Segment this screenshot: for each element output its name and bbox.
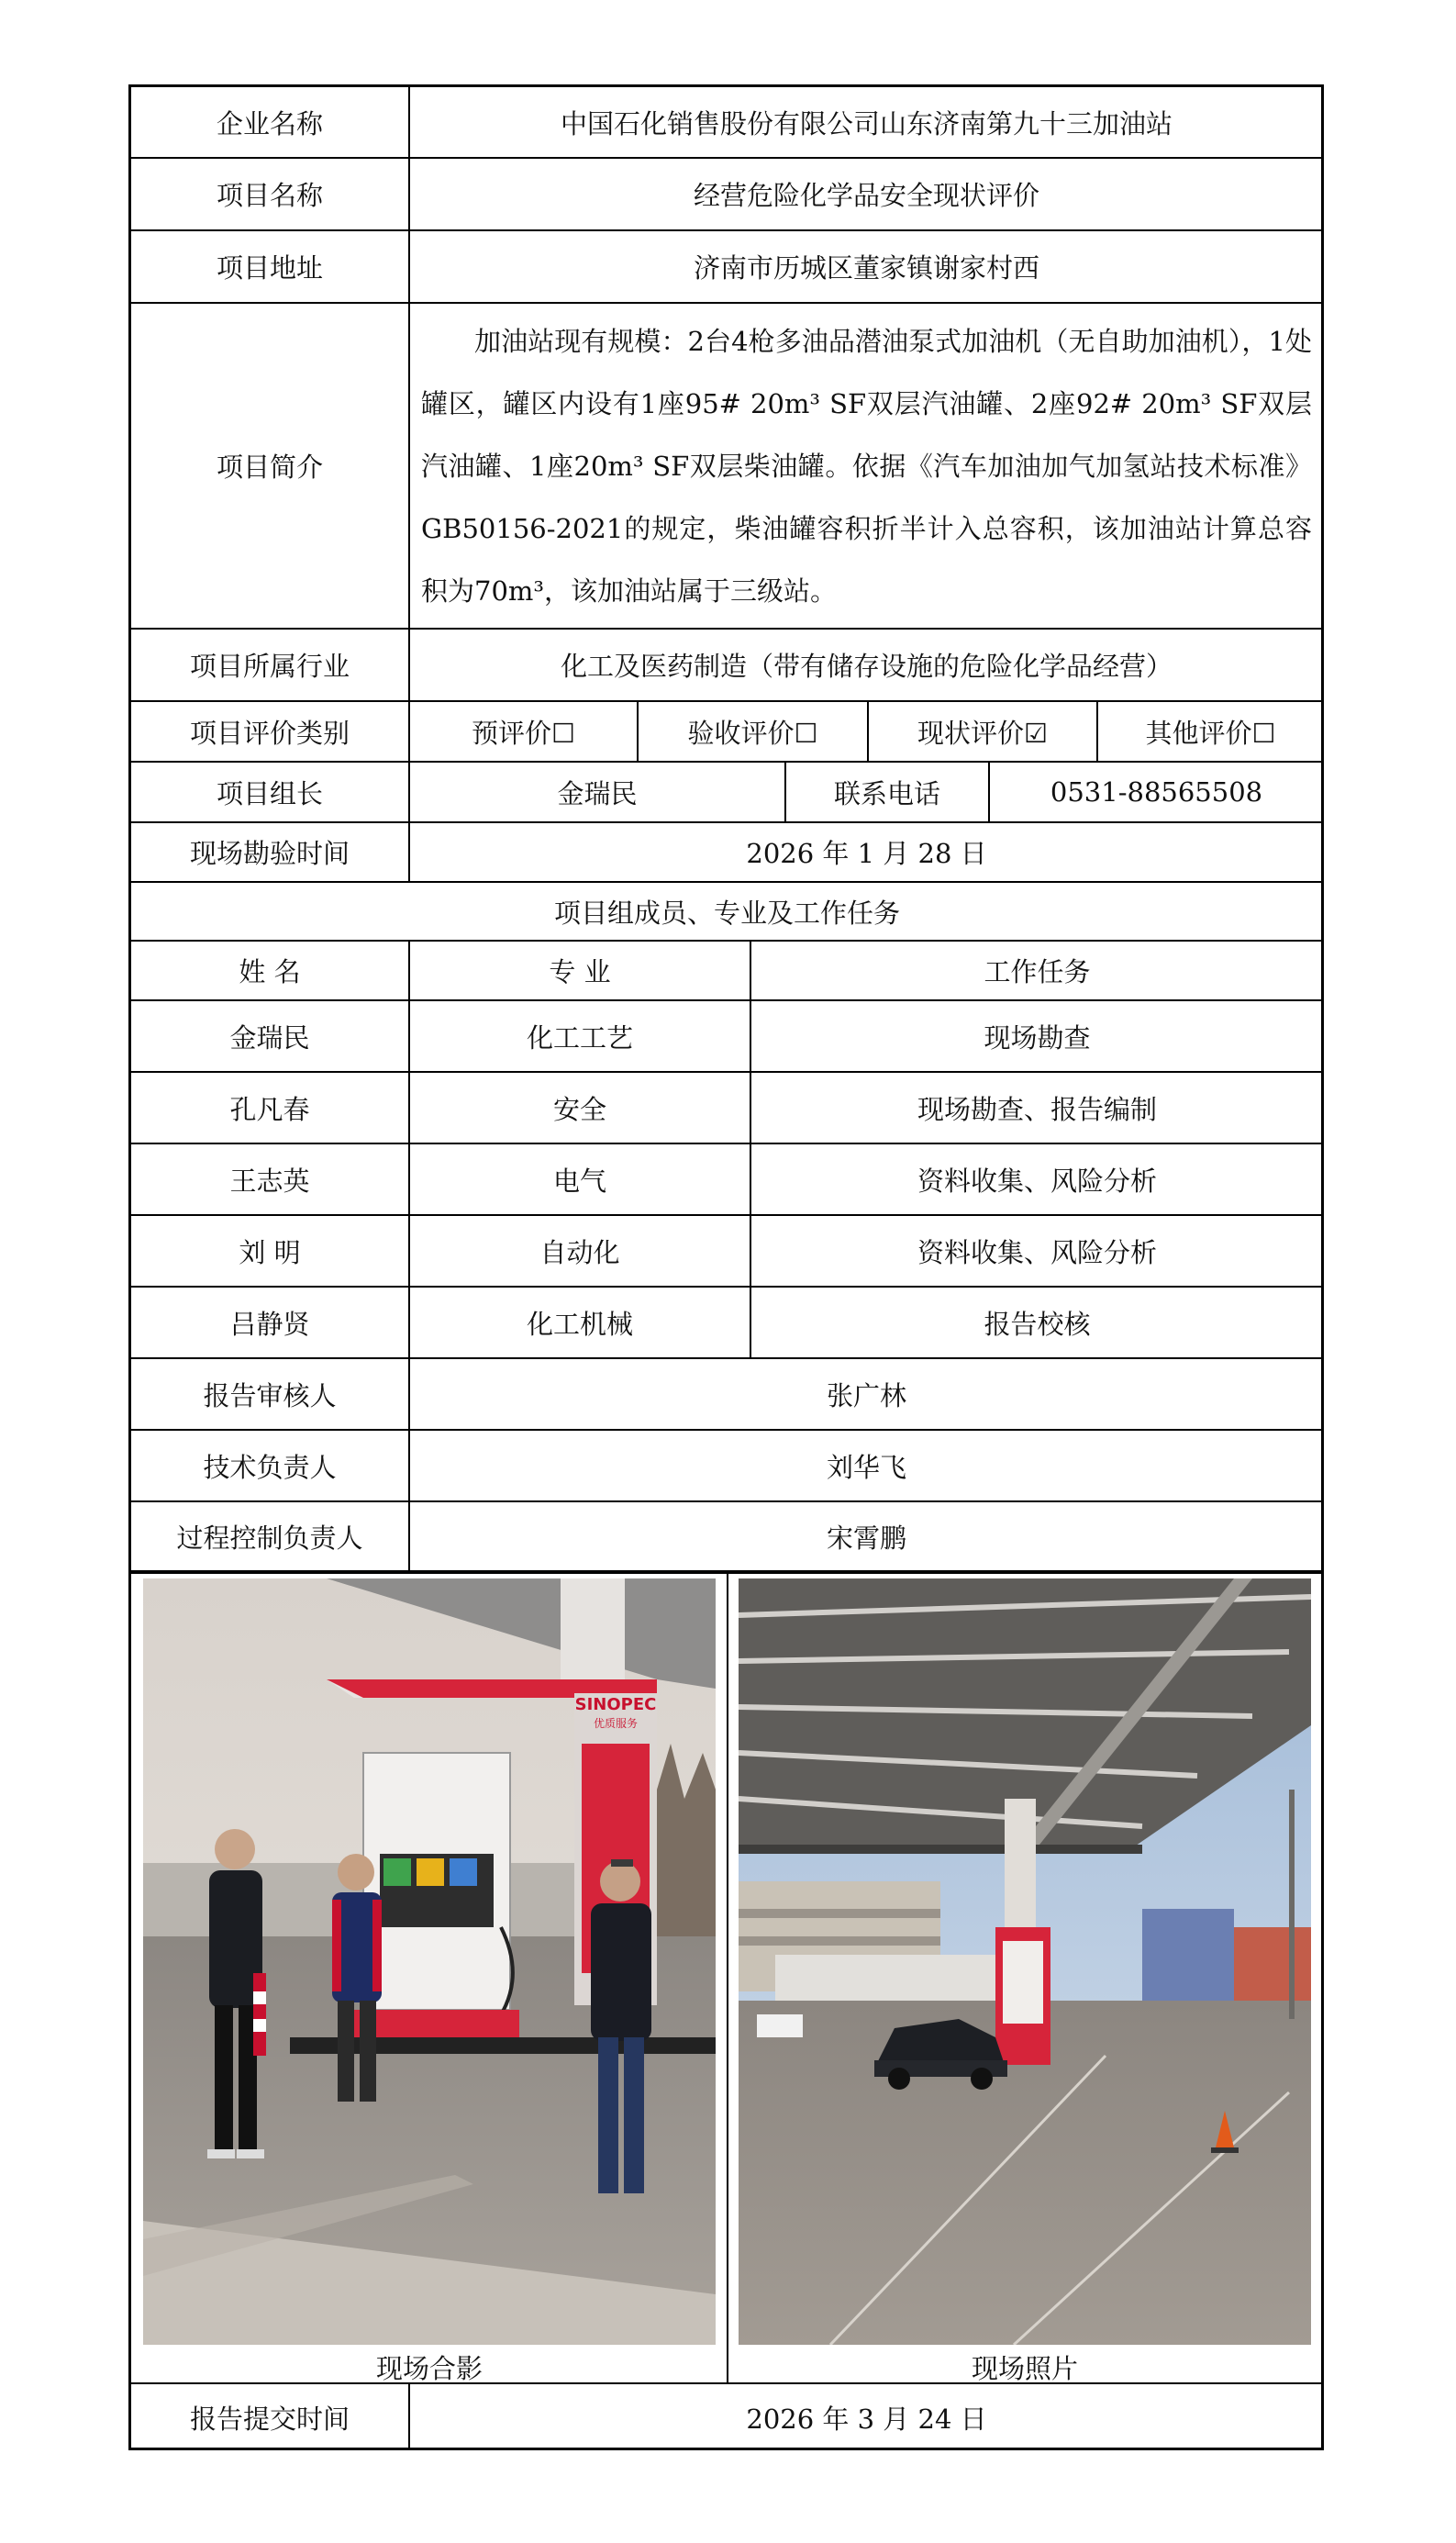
project-name-value: 经营危险化学品安全现状评价: [693, 180, 1039, 211]
row-project-name: [131, 159, 1321, 231]
site-photo-caption: 现场照片: [971, 2353, 1078, 2384]
row-eval-type: [131, 702, 1321, 763]
row-leader: [131, 763, 1321, 823]
leader-value: 金瑞民: [410, 763, 786, 821]
member-name: 王志英: [131, 1144, 410, 1214]
company-label: 企业名称: [131, 87, 410, 157]
process-control-value: 宋霄鹏: [826, 1522, 906, 1554]
members-section-title: 项目组成员、专业及工作任务: [553, 897, 900, 929]
member-name: 金瑞民: [131, 1001, 410, 1071]
project-name-label: 项目名称: [131, 159, 410, 229]
member-major: 化工工艺: [410, 1001, 751, 1071]
submit-time-value: 2026 年 3 月 24 日: [746, 2403, 987, 2435]
table-row: [131, 1144, 1321, 1216]
sign-sub: 优质服务: [593, 1717, 639, 1730]
eval-option-other[interactable]: 其他评价☐: [1145, 717, 1276, 749]
row-tech-lead: [131, 1431, 1321, 1502]
member-major: 电气: [410, 1144, 751, 1214]
member-task: 资料收集、风险分析: [917, 1165, 1157, 1197]
eval-option-acceptance[interactable]: 验收评价☐: [639, 702, 869, 761]
table-row: [131, 1073, 1321, 1144]
member-task: 现场勘查: [984, 1021, 1091, 1054]
table-row: [131, 1288, 1321, 1359]
header-task: 工作任务: [984, 956, 1091, 987]
industry-label: 项目所属行业: [131, 630, 410, 700]
member-task: 资料收集、风险分析: [917, 1236, 1157, 1268]
site-photo: [739, 1578, 1311, 2345]
member-name: 吕静贤: [131, 1288, 410, 1357]
company-value: 中国石化销售股份有限公司山东济南第九十三加油站: [560, 107, 1173, 139]
row-industry: [131, 630, 1321, 702]
survey-time-label: 现场勘验时间: [131, 823, 410, 881]
member-name: 刘 明: [131, 1216, 410, 1286]
row-company: [131, 87, 1321, 159]
table-row: [131, 1216, 1321, 1288]
member-task: 现场勘查、报告编制: [917, 1093, 1157, 1125]
member-task: 报告校核: [984, 1308, 1091, 1340]
phone-label: 联系电话: [786, 763, 990, 821]
member-major: 安全: [410, 1073, 751, 1143]
phone-value: 0531-88565508: [1050, 776, 1263, 808]
group-photo: [143, 1578, 716, 2345]
submit-time-label: 报告提交时间: [131, 2384, 410, 2450]
table-row: [131, 1001, 1321, 1073]
row-survey-time: [131, 823, 1321, 883]
project-address-label: 项目地址: [131, 231, 410, 302]
project-intro-text: 加油站现有规模：2台4枪多油品潜油泵式加油机（无自助加油机），1处罐区，罐区内设有1座95# 20m³ SF双层汽油罐、2座92# 20m³ SF双层汽油罐、1座20m³ SF双层柴油罐。依据《汽车加油加气加氢站技术标准》GB50156-2021的规定，柴油罐容积折半计入总容积，该加油站计算总容积为70m³，该加油站属于三级站。: [421, 325, 1312, 607]
row-project-intro: [131, 304, 1321, 630]
member-name: 孔凡春: [131, 1073, 410, 1143]
auditor-label: 报告审核人: [131, 1359, 410, 1429]
row-process-control: [131, 1502, 1321, 1574]
members-header-row: [131, 942, 1321, 1001]
row-submit-time: [131, 2384, 1321, 2450]
header-name: 姓 名: [131, 942, 410, 999]
eval-option-current[interactable]: 现状评价☑: [869, 702, 1098, 761]
row-members-title: [131, 883, 1321, 942]
project-intro-label: 项目简介: [131, 304, 410, 628]
evaluation-info-form: [128, 84, 1324, 2450]
tech-lead-value: 刘华飞: [826, 1451, 906, 1483]
leader-label: 项目组长: [131, 763, 410, 821]
auditor-value: 张广林: [826, 1379, 906, 1411]
header-major: 专 业: [410, 942, 751, 999]
row-auditor: [131, 1359, 1321, 1431]
tech-lead-label: 技术负责人: [131, 1431, 410, 1500]
row-photos: [131, 1574, 1321, 2384]
photo-divider: [727, 1574, 728, 2382]
industry-value: 化工及医药制造（带有储存设施的危险化学品经营）: [560, 651, 1173, 682]
eval-option-pre[interactable]: 预评价☐: [410, 702, 639, 761]
survey-time-value: 2026 年 1 月 28 日: [746, 838, 987, 869]
member-major: 化工机械: [410, 1288, 751, 1357]
member-major: 自动化: [410, 1216, 751, 1286]
eval-type-label: 项目评价类别: [131, 702, 410, 761]
group-photo-caption: 现场合影: [375, 2353, 483, 2384]
project-address-value: 济南市历城区董家镇谢家村西: [693, 252, 1039, 284]
sign-brand: SINOPEC: [574, 1695, 657, 1714]
row-project-address: [131, 231, 1321, 304]
process-control-label: 过程控制负责人: [131, 1502, 410, 1570]
